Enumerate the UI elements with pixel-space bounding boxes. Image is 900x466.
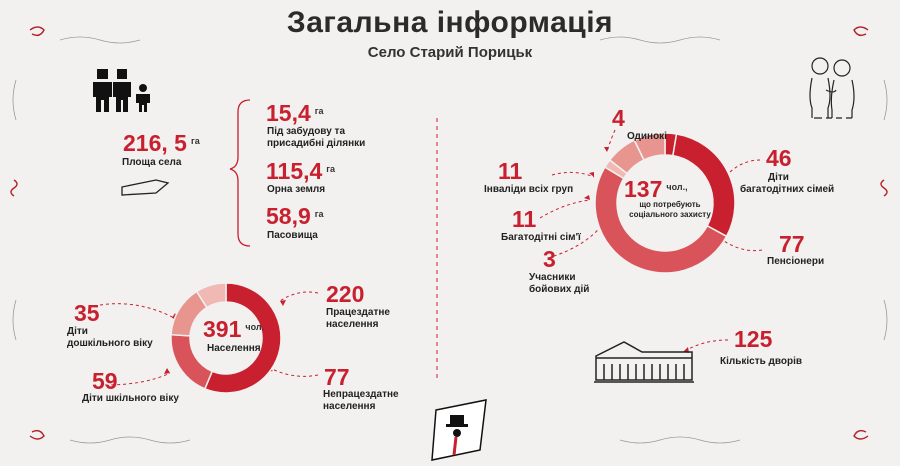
social-item-value: 46 — [766, 145, 792, 171]
population-item-label: Працездатне — [326, 307, 390, 318]
households-value: 125 — [734, 326, 773, 352]
population-item-label: Непрацездатне — [323, 389, 399, 400]
population-item-value: 220 — [326, 281, 365, 307]
population-total-unit: чол. — [245, 322, 265, 332]
social-item-label: Інваліди всіх груп — [484, 184, 574, 195]
social-total-label: що потребують — [639, 200, 701, 209]
population-item-label: населення — [326, 319, 379, 330]
population-item-label: Діти шкільного віку — [82, 393, 179, 404]
population-item-value: 59 — [92, 368, 118, 394]
land-item-built — [266, 102, 324, 126]
social-total-value: 137 — [624, 176, 663, 202]
population-item-label: дошкільного віку — [67, 338, 153, 349]
land-item-label: Під забудову та — [267, 126, 346, 137]
social-total-unit: чол., — [666, 182, 688, 192]
social-item-value: 77 — [779, 231, 805, 257]
social-total — [624, 178, 688, 202]
land-total-value: 216, 5 — [123, 130, 187, 156]
social-total-label: соціального захисту — [629, 210, 711, 219]
land-item-unit: га — [314, 106, 324, 116]
social-item-label: Пенсіонери — [767, 256, 825, 267]
land-item-label: присадибні ділянки — [267, 138, 366, 149]
population-total-label: Населення — [207, 343, 261, 354]
population-total-value: 391 — [203, 316, 242, 342]
social-item-label: Діти — [768, 172, 789, 183]
social-item-value: 4 — [612, 105, 625, 131]
page-subtitle: Село Старий Порицьк — [367, 44, 533, 61]
population-item-label: Діти — [67, 326, 88, 337]
social-item-label: багатодітних сімей — [740, 184, 835, 195]
page-title: Загальна інформація — [286, 6, 614, 39]
land-item-value: 115,4 — [266, 158, 323, 184]
land-item-label: Пасовища — [267, 230, 318, 241]
social-item-label: Багатодітні сім'ї — [501, 232, 581, 243]
land-item-unit: га — [314, 209, 324, 219]
land-item-arable — [266, 160, 335, 184]
social-item-value: 3 — [543, 246, 556, 272]
population-item-value: 35 — [74, 300, 100, 326]
population-item-value: 77 — [324, 364, 350, 390]
social-item-value: 11 — [498, 158, 523, 184]
population-total — [203, 318, 264, 342]
land-total — [123, 132, 200, 156]
land-item-label: Орна земля — [267, 184, 326, 195]
land-total-label: Площа села — [122, 157, 182, 168]
social-item-label: Одинокі — [627, 131, 667, 142]
land-total-unit: га — [190, 136, 200, 146]
households-label: Кількість дворів — [720, 356, 803, 367]
land-item-value: 15,4 — [266, 100, 311, 126]
social-item-label: бойових дій — [529, 284, 590, 295]
land-item-value: 58,9 — [266, 203, 311, 229]
land-item-pasture — [266, 205, 324, 229]
land-item-unit: га — [326, 164, 336, 174]
social-item-label: Учасники — [529, 272, 576, 283]
population-item-label: населення — [323, 401, 376, 412]
social-item-value: 11 — [512, 206, 537, 232]
